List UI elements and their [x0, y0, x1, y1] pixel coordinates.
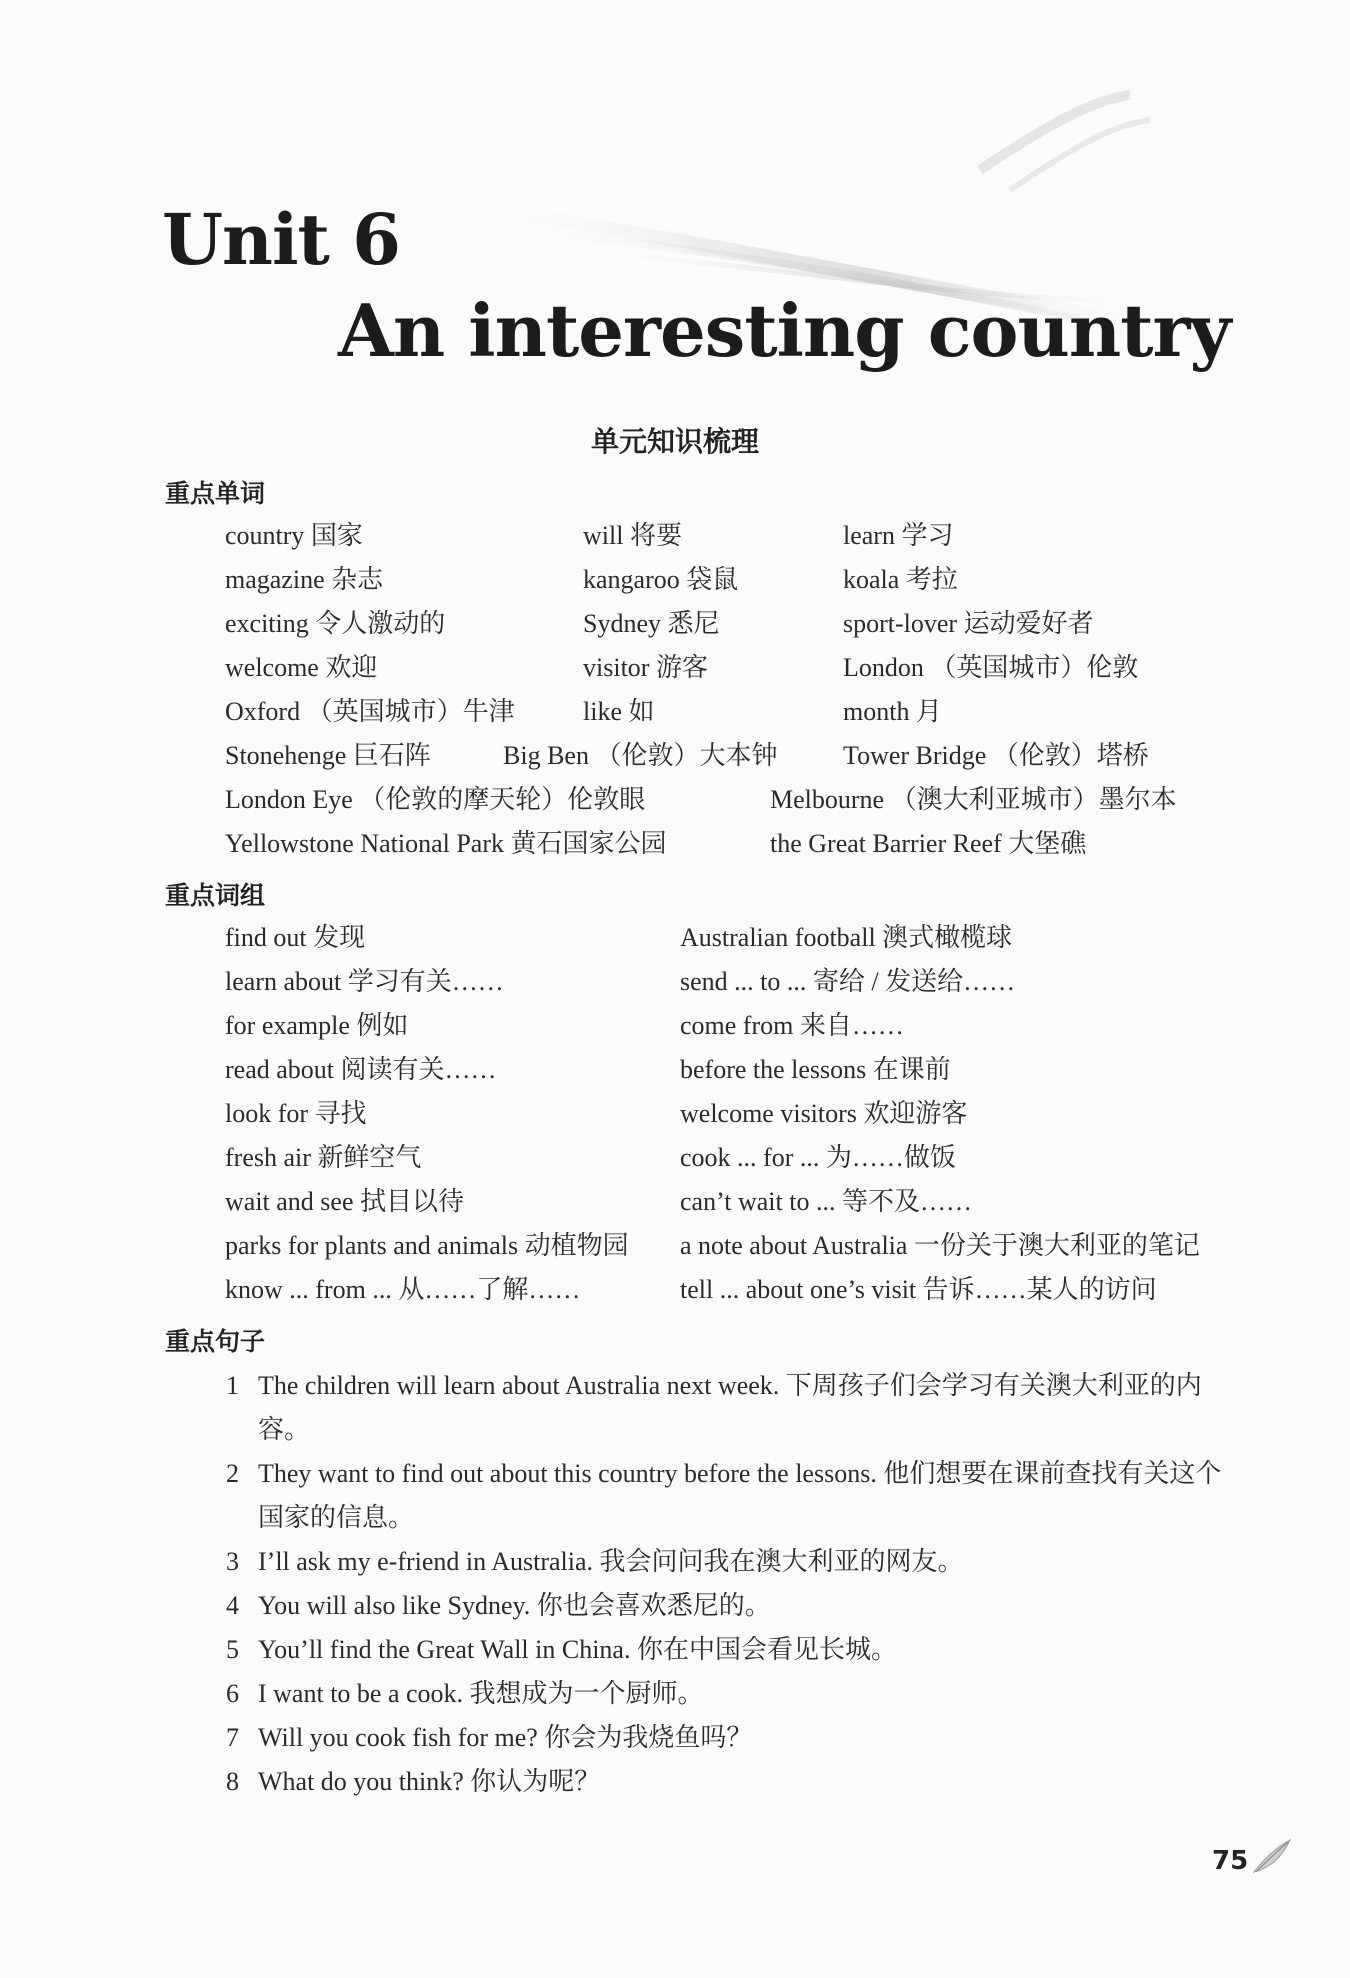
word-item: Tower Bridge （伦敦）塔桥: [843, 741, 1149, 770]
sentence-number: 5: [226, 1635, 239, 1664]
sentence-number: 7: [226, 1723, 239, 1752]
word-item: magazine 杂志: [225, 565, 384, 594]
phrase-item: learn about 学习有关……: [225, 967, 504, 996]
word-item: sport-lover 运动爱好者: [843, 609, 1094, 638]
unit-title: Unit 6: [162, 198, 400, 281]
word-item: London （英国城市）伦敦: [843, 653, 1139, 682]
phrase-item: can’t wait to ... 等不及……: [680, 1187, 972, 1216]
sentence-item: [226, 1672, 1226, 1716]
word-item: London Eye （伦敦的摩天轮）伦敦眼: [225, 785, 646, 814]
sentence-text: Will you cook fish for me? 你会为我烧鱼吗？: [258, 1723, 753, 1752]
phrase-item: know ... from ... 从……了解……: [225, 1275, 581, 1304]
sentence-item: [226, 1540, 1226, 1584]
section-heading-words: 重点单词: [165, 479, 266, 508]
sentence-number: 4: [226, 1591, 239, 1620]
word-item: Big Ben （伦敦）大本钟: [503, 741, 778, 770]
word-item: kangaroo 袋鼠: [583, 565, 739, 594]
phrase-item: tell ... about one’s visit 告诉……某人的访问: [680, 1275, 1157, 1304]
page-number: 75: [1212, 1846, 1249, 1876]
section-heading-sentences: 重点句子: [165, 1327, 266, 1356]
phrase-item: read about 阅读有关……: [225, 1055, 497, 1084]
section-heading-phrases: 重点词组: [165, 881, 266, 910]
sentence-number: 6: [226, 1679, 239, 1708]
word-item: Melbourne （澳大利亚城市）墨尔本: [770, 785, 1177, 814]
word-item: will 将要: [583, 521, 682, 550]
sentence-item: [226, 1452, 1226, 1540]
phrase-item: look for 寻找: [225, 1099, 367, 1128]
sentence-item: [226, 1584, 1226, 1628]
phrase-item: wait and see 拭目以待: [225, 1187, 465, 1216]
unit-subtitle: An interesting country: [338, 288, 1231, 373]
word-item: learn 学习: [843, 521, 954, 550]
phrase-item: for example 例如: [225, 1011, 409, 1040]
word-item: the Great Barrier Reef 大堡礁: [770, 829, 1087, 858]
sentence-text: I’ll ask my e-friend in Australia. 我会问问我在澳大利亚的网友。: [258, 1547, 964, 1576]
phrase-item: parks for plants and animals 动植物园: [225, 1231, 629, 1260]
sentence-text: They want to find out about this country before the lessons. 他们想要在课前查找有关这个国家的信息。: [258, 1459, 1222, 1532]
sentence-item: [226, 1364, 1226, 1452]
word-item: Oxford （英国城市）牛津: [225, 697, 515, 726]
phrase-item: come from 来自……: [680, 1011, 904, 1040]
word-item: month 月: [843, 697, 942, 726]
sentence-number: 2: [226, 1459, 239, 1488]
word-item: koala 考拉: [843, 565, 958, 594]
sentence-number: 3: [226, 1547, 239, 1576]
sentence-item: [226, 1760, 1226, 1804]
word-item: visitor 游客: [583, 653, 708, 682]
phrase-item: find out 发现: [225, 923, 366, 952]
phrase-item: Australian football 澳式橄榄球: [680, 923, 1013, 952]
phrase-item: before the lessons 在课前: [680, 1055, 951, 1084]
sentence-item: [226, 1716, 1226, 1760]
phrase-item: fresh air 新鲜空气: [225, 1143, 422, 1172]
phrase-item: send ... to ... 寄给 / 发送给……: [680, 967, 1016, 996]
phrase-item: a note about Australia 一份关于澳大利亚的笔记: [680, 1231, 1200, 1260]
sentence-text: You’ll find the Great Wall in China. 你在中国会看见长城。: [258, 1635, 897, 1664]
sentence-text: I want to be a cook. 我想成为一个厨师。: [258, 1679, 704, 1708]
sentence-item: [226, 1628, 1226, 1672]
sentence-number: 1: [226, 1371, 239, 1400]
phrase-item: cook ... for ... 为……做饭: [680, 1143, 956, 1172]
word-item: Stonehenge 巨石阵: [225, 741, 431, 770]
word-item: exciting 令人激动的: [225, 609, 446, 638]
feather-icon: [1250, 1836, 1294, 1876]
sentence-text: The children will learn about Australia next week. 下周孩子们会学习有关澳大利亚的内容。: [258, 1371, 1202, 1444]
sentence-text: You will also like Sydney. 你也会喜欢悉尼的。: [258, 1591, 771, 1620]
sentence-text: What do you think? 你认为呢？: [258, 1767, 601, 1796]
phrase-item: welcome visitors 欢迎游客: [680, 1099, 968, 1128]
overview-title: 单元知识梳理: [590, 425, 759, 458]
sentence-number: 8: [226, 1767, 239, 1796]
word-item: like 如: [583, 697, 655, 726]
word-item: Sydney 悉尼: [583, 609, 720, 638]
word-item: country 国家: [225, 521, 363, 550]
word-item: Yellowstone National Park 黄石国家公园: [225, 829, 667, 858]
word-item: welcome 欢迎: [225, 653, 378, 682]
